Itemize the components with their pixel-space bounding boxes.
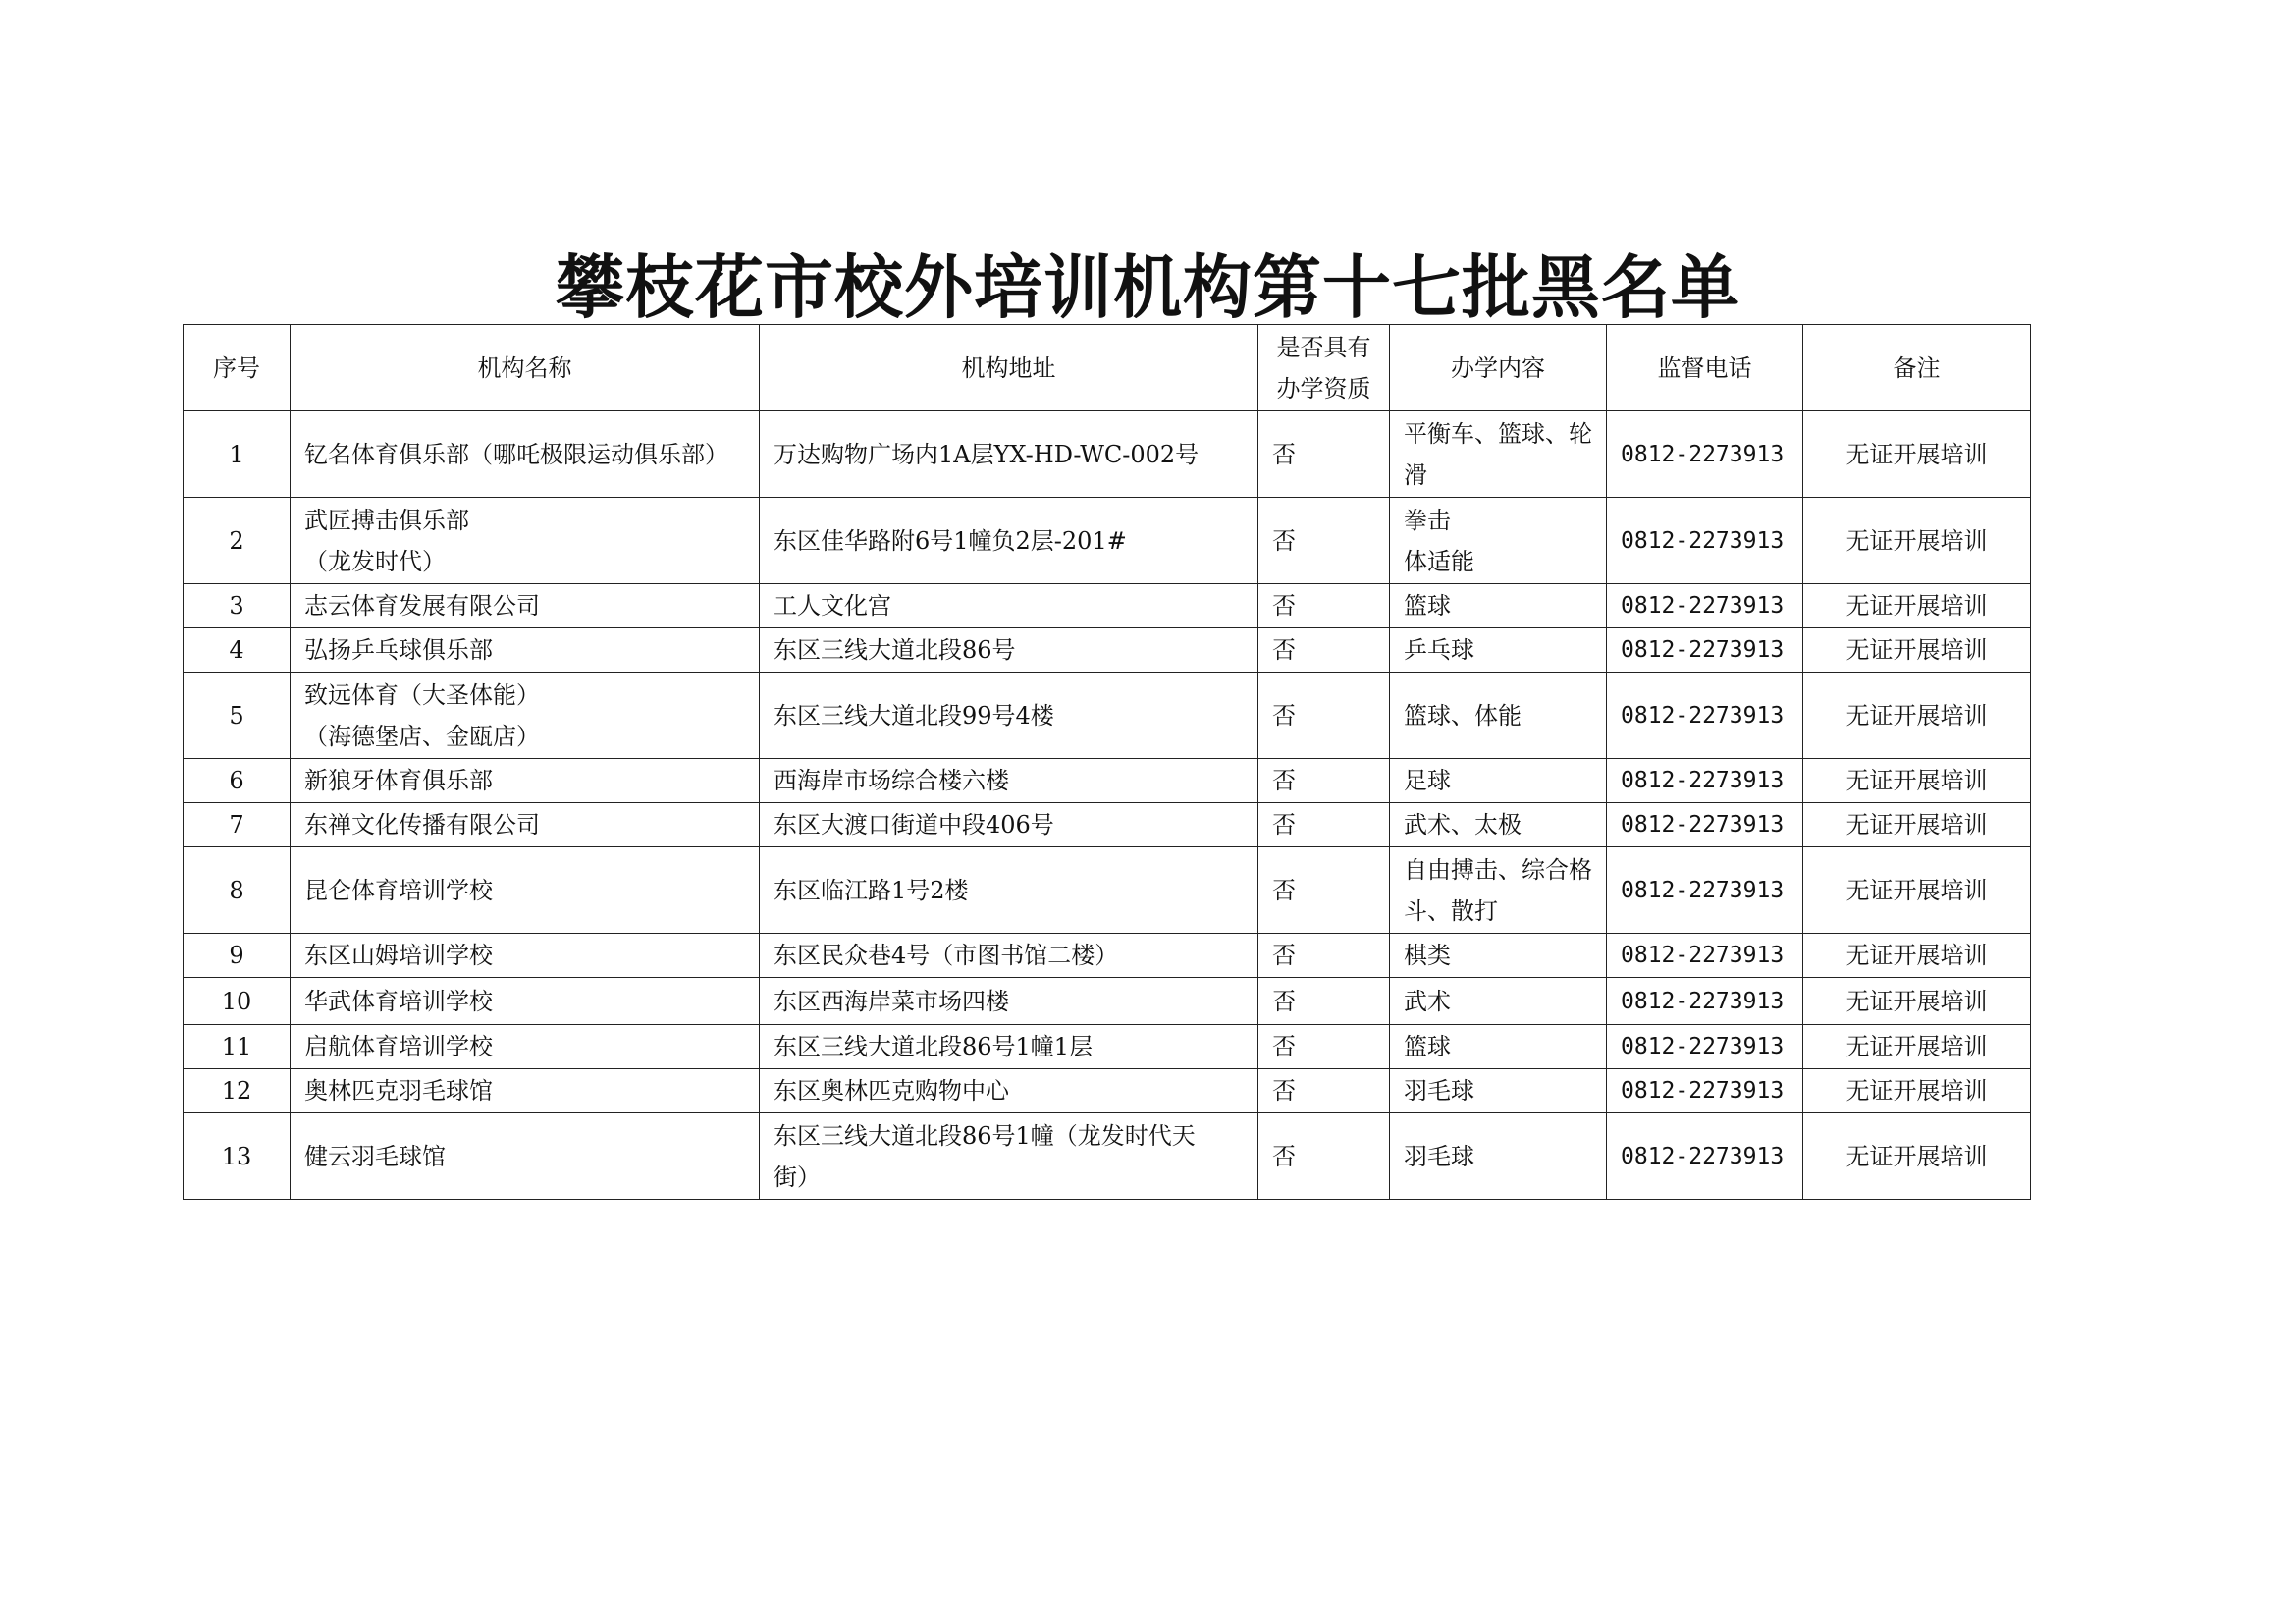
cell-phone: 0812-2273913	[1607, 1113, 1803, 1200]
cell-content: 棋类	[1390, 934, 1607, 978]
cell-phone: 0812-2273913	[1607, 847, 1803, 934]
cell-content: 篮球、体能	[1390, 673, 1607, 759]
cell-note: 无证开展培训	[1803, 1069, 2031, 1113]
cell-name: 弘扬乒乓球俱乐部	[291, 628, 760, 673]
cell-no: 8	[184, 847, 291, 934]
cell-phone: 0812-2273913	[1607, 673, 1803, 759]
table-row	[184, 673, 2031, 759]
table-body	[184, 411, 2031, 1200]
cell-address: 东区民众巷4号（市图书馆二楼）	[760, 934, 1258, 978]
cell-phone: 0812-2273913	[1607, 1069, 1803, 1113]
cell-qualification: 否	[1258, 628, 1390, 673]
cell-address: 西海岸市场综合楼六楼	[760, 759, 1258, 803]
cell-name: 健云羽毛球馆	[291, 1113, 760, 1200]
cell-name: 志云体育发展有限公司	[291, 584, 760, 628]
blacklist-table	[183, 324, 2031, 1200]
cell-no: 9	[184, 934, 291, 978]
cell-name: 奥林匹克羽毛球馆	[291, 1069, 760, 1113]
cell-address: 东区临江路1号2楼	[760, 847, 1258, 934]
cell-content: 足球	[1390, 759, 1607, 803]
cell-no: 2	[184, 498, 291, 584]
cell-qualification: 否	[1258, 673, 1390, 759]
cell-no: 7	[184, 803, 291, 847]
cell-phone: 0812-2273913	[1607, 628, 1803, 673]
cell-note: 无证开展培训	[1803, 1113, 2031, 1200]
header-qualification: 是否具有 办学资质	[1258, 325, 1390, 411]
table-row	[184, 759, 2031, 803]
cell-qualification: 否	[1258, 803, 1390, 847]
cell-name: 启航体育培训学校	[291, 1025, 760, 1069]
cell-content: 拳击 体适能	[1390, 498, 1607, 584]
cell-note: 无证开展培训	[1803, 759, 2031, 803]
cell-name: 钇名体育俱乐部（哪吒极限运动俱乐部）	[291, 411, 760, 498]
table-row	[184, 1025, 2031, 1069]
cell-content: 羽毛球	[1390, 1113, 1607, 1200]
cell-qualification: 否	[1258, 934, 1390, 978]
cell-note: 无证开展培训	[1803, 847, 2031, 934]
cell-address: 东区三线大道北段99号4楼	[760, 673, 1258, 759]
table-row	[184, 1069, 2031, 1113]
cell-no: 10	[184, 978, 291, 1025]
cell-note: 无证开展培训	[1803, 934, 2031, 978]
cell-name: 华武体育培训学校	[291, 978, 760, 1025]
cell-phone: 0812-2273913	[1607, 759, 1803, 803]
cell-address: 东区西海岸菜市场四楼	[760, 978, 1258, 1025]
cell-note: 无证开展培训	[1803, 1025, 2031, 1069]
cell-phone: 0812-2273913	[1607, 411, 1803, 498]
cell-address: 东区奥林匹克购物中心	[760, 1069, 1258, 1113]
cell-qualification: 否	[1258, 1025, 1390, 1069]
cell-note: 无证开展培训	[1803, 584, 2031, 628]
cell-qualification: 否	[1258, 584, 1390, 628]
table-row	[184, 803, 2031, 847]
cell-address: 东区佳华路附6号1幢负2层-201#	[760, 498, 1258, 584]
table-row	[184, 411, 2031, 498]
cell-qualification: 否	[1258, 978, 1390, 1025]
cell-no: 11	[184, 1025, 291, 1069]
cell-name: 东禅文化传播有限公司	[291, 803, 760, 847]
cell-phone: 0812-2273913	[1607, 1025, 1803, 1069]
table-row	[184, 978, 2031, 1025]
cell-address: 工人文化宫	[760, 584, 1258, 628]
cell-qualification: 否	[1258, 498, 1390, 584]
cell-qualification: 否	[1258, 411, 1390, 498]
header-note: 备注	[1803, 325, 2031, 411]
cell-address: 万达购物广场内1A层YX-HD-WC-002号	[760, 411, 1258, 498]
cell-note: 无证开展培训	[1803, 498, 2031, 584]
cell-phone: 0812-2273913	[1607, 803, 1803, 847]
cell-address: 东区三线大道北段86号1幢（龙发时代天 街）	[760, 1113, 1258, 1200]
header-address: 机构地址	[760, 325, 1258, 411]
cell-content: 自由搏击、综合格 斗、散打	[1390, 847, 1607, 934]
cell-content: 武术	[1390, 978, 1607, 1025]
document-title: 攀枝花市校外培训机构第十七批黑名单	[556, 246, 1740, 328]
table-row	[184, 628, 2031, 673]
table-row	[184, 584, 2031, 628]
cell-no: 1	[184, 411, 291, 498]
header-name: 机构名称	[291, 325, 760, 411]
cell-no: 3	[184, 584, 291, 628]
cell-name: 新狼牙体育俱乐部	[291, 759, 760, 803]
cell-content: 篮球	[1390, 1025, 1607, 1069]
cell-content: 武术、太极	[1390, 803, 1607, 847]
cell-qualification: 否	[1258, 847, 1390, 934]
cell-name: 东区山姆培训学校	[291, 934, 760, 978]
cell-phone: 0812-2273913	[1607, 584, 1803, 628]
cell-qualification: 否	[1258, 1069, 1390, 1113]
cell-phone: 0812-2273913	[1607, 934, 1803, 978]
cell-note: 无证开展培训	[1803, 803, 2031, 847]
table-row	[184, 1113, 2031, 1200]
cell-phone: 0812-2273913	[1607, 498, 1803, 584]
header-content: 办学内容	[1390, 325, 1607, 411]
cell-content: 乒乓球	[1390, 628, 1607, 673]
cell-note: 无证开展培训	[1803, 673, 2031, 759]
cell-no: 6	[184, 759, 291, 803]
cell-name: 昆仑体育培训学校	[291, 847, 760, 934]
cell-no: 4	[184, 628, 291, 673]
cell-qualification: 否	[1258, 759, 1390, 803]
cell-content: 篮球	[1390, 584, 1607, 628]
cell-name: 武匠搏击俱乐部 （龙发时代）	[291, 498, 760, 584]
cell-no: 12	[184, 1069, 291, 1113]
table-row	[184, 934, 2031, 978]
cell-address: 东区三线大道北段86号	[760, 628, 1258, 673]
cell-address: 东区三线大道北段86号1幢1层	[760, 1025, 1258, 1069]
cell-no: 13	[184, 1113, 291, 1200]
cell-note: 无证开展培训	[1803, 978, 2031, 1025]
cell-qualification: 否	[1258, 1113, 1390, 1200]
table-row	[184, 498, 2031, 584]
cell-content: 平衡车、篮球、轮 滑	[1390, 411, 1607, 498]
cell-address: 东区大渡口街道中段406号	[760, 803, 1258, 847]
table-row	[184, 847, 2031, 934]
cell-phone: 0812-2273913	[1607, 978, 1803, 1025]
cell-note: 无证开展培训	[1803, 628, 2031, 673]
header-phone: 监督电话	[1607, 325, 1803, 411]
table-header-row	[184, 325, 2031, 411]
cell-content: 羽毛球	[1390, 1069, 1607, 1113]
cell-note: 无证开展培训	[1803, 411, 2031, 498]
header-no: 序号	[184, 325, 291, 411]
cell-name: 致远体育（大圣体能） （海德堡店、金瓯店）	[291, 673, 760, 759]
cell-no: 5	[184, 673, 291, 759]
